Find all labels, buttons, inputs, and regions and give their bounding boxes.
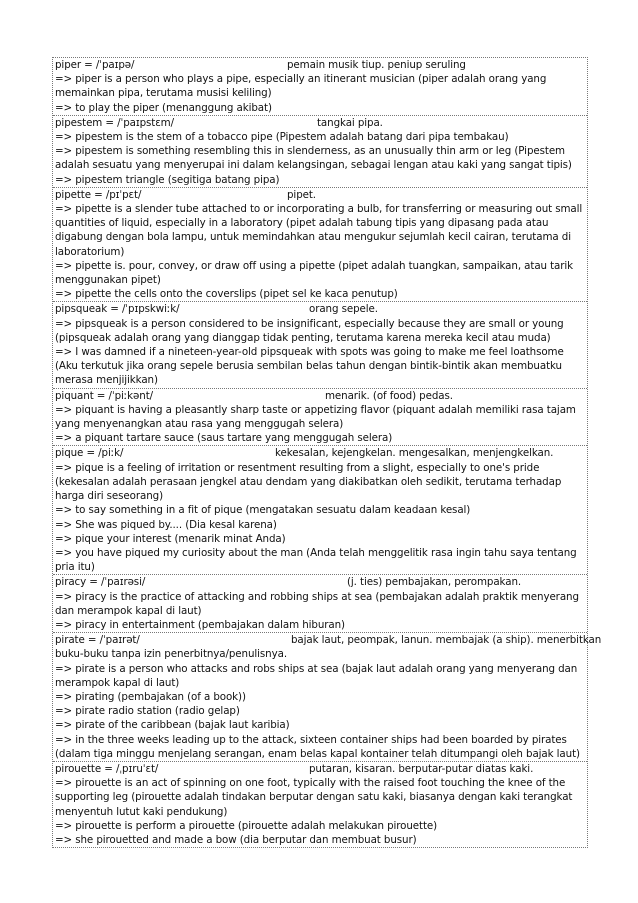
example-line: => pirating (pembajakan (of a book)) — [55, 690, 246, 703]
example-line: => pipette is a slender tube attached to or incorporating a bulb, for transferring or measuring out small quantities of liquid, especially in a laboratory (pipet adalah tabung tipis yang dipasang pada atau digabung dengan bola lampu, untuk memindahkan atau mengukur sejumlah kecil cairan, terutama di laboratorium) — [55, 203, 583, 258]
entry-head — [55, 633, 602, 647]
headword: pirate = /ˈpaɪrət/ — [55, 634, 140, 647]
entry-pipestem — [53, 116, 587, 188]
example-line: => pipestem is the stem of a tobacco pipe (Pipestem adalah batang dari pipa tembakau) — [55, 131, 509, 144]
example-line: => she pirouetted and made a bow (dia berputar dan membuat busur) — [55, 833, 417, 846]
entry-pirouette — [53, 762, 587, 847]
entry-head — [55, 188, 585, 202]
example-line: => to play the piper (menanggung akibat) — [55, 101, 272, 114]
example-line: => piracy is the practice of attacking and robbing ships at sea (pembajakan adalah praktik menyerang dan merampok kapal di laut) — [55, 590, 579, 617]
example-line: => a piquant tartare sauce (saus tartare yang menggugah selera) — [55, 432, 393, 445]
translation: tangkai pipa. — [317, 116, 383, 129]
example-line: => pipestem is something resembling this in slenderness, as an unusually thin arm or leg (Pipestem adalah sesuatu yang menyerupai ini dalam kelangsingan, sebagai lengan atau kaki yang sangat tipis) — [55, 145, 572, 172]
headword: piper = /ˈpaɪpə/ — [55, 59, 135, 71]
translation: pipet. — [287, 188, 316, 201]
example-line: => pirate is a person who attacks and robs ships at sea (bajak laut adalah orang yang menyerang dan merampok kapal di laut) — [55, 662, 578, 689]
example-line: => to say something in a fit of pique (mengatakan sesuatu dalam keadaan kesal) — [55, 504, 471, 517]
entry-pirate — [53, 633, 602, 762]
entry-pique — [53, 446, 587, 575]
example-line: => pirate radio station (radio gelap) — [55, 705, 240, 718]
dictionary-table — [52, 57, 602, 848]
entry-head — [55, 762, 585, 776]
example-line: => She was piqued by.... (Dia kesal karena) — [55, 518, 277, 531]
translation: menarik. (of food) pedas. — [325, 389, 453, 402]
example-line: => pique your interest (menarik minat Anda) — [55, 532, 286, 545]
entry-pipette — [53, 188, 587, 303]
example-line: => pipette is. pour, convey, or draw off using a pipette (pipet adalah tuangkan, sampaikan, atau tarik menggunakan pipet) — [55, 259, 574, 287]
headword: pique = /piːk/ — [55, 447, 124, 460]
example-line: => I was damned if a nineteen-year-old pipsqueak with spots was going to make me feel loathsome (Aku terkutuk jika orang sepele berusia sembilan belas tahun dengan bintik-bintik akan membuatku merasa menjijikkan) — [55, 346, 564, 387]
entry-head — [55, 389, 585, 403]
example-line: => pirate of the caribbean (bajak laut karibia) — [55, 719, 290, 732]
entry-head — [55, 302, 585, 316]
translation: orang sepele. — [309, 303, 378, 316]
example-line: => you have piqued my curiosity about the man (Anda telah menggelitik rasa ingin tahu saya tentang pria itu) — [55, 546, 577, 574]
translation: bajak laut, peompak, lanun. membajak (a ship). menerbitkan — [291, 634, 602, 647]
entry-piquant — [53, 389, 587, 447]
entry-pipsqueak — [53, 302, 587, 388]
example-line: buku-buku tanpa izin penerbitnya/penulisnya. — [55, 648, 287, 661]
headword: pipette = /pɪˈpɛt/ — [55, 188, 142, 201]
example-line: => piracy in entertainment (pembajakan dalam hiburan) — [55, 618, 345, 631]
headword: piracy = /ˈpaɪrəsi/ — [55, 576, 146, 589]
translation: kekesalan, kejengkelan. mengesalkan, menjengkelkan. — [275, 447, 554, 460]
entry-head — [55, 575, 585, 589]
example-line: => pique is a feeling of irritation or resentment resulting from a slight, especially to one's pride (kekesalan adalah perasaan jengkel atau dendam yang diakibatkan oleh sedikit, terutama terhadap harga diri seseorang) — [55, 461, 562, 503]
entry-head — [55, 116, 585, 130]
entry-head — [55, 58, 585, 72]
translation: (j. ties) pembajakan, perompakan. — [347, 576, 522, 589]
example-line: => pirouette is perform a pirouette (pirouette adalah melakukan pirouette) — [55, 819, 438, 832]
example-line: => in the three weeks leading up to the attack, sixteen container ships had been boarded by pirates (dalam tiga minggu menjelang serangan, enam belas kapal kontainer telah ditumpangi oleh bajak laut) — [55, 733, 580, 760]
example-line: => pirouette is an act of spinning on one foot, typically with the raised foot touching the knee of the supporting leg (pirouette adalah tindakan berputar dengan satu kaki, biasanya dengan kaki terangkat menyentuh lutut kaki pendukung) — [55, 777, 573, 818]
example-line: => pipsqueak is a person considered to be insignificant, especially because they are small or young (pipsqueak adalah orang yang dianggap tidak penting, terutama karena mereka kecil atau muda) — [55, 317, 564, 344]
example-line: => piquant is having a pleasantly sharp taste or appetizing flavor (piquant adalah memiliki rasa tajam yang menyenangkan atau rasa yang menggugah selera) — [55, 403, 576, 431]
example-line: => piper is a person who plays a pipe, especially an itinerant musician (piper adalah orang yang memainkan pipa, terutama musisi keliling) — [55, 73, 547, 100]
entry-piracy — [53, 575, 587, 633]
translation: pemain musik tiup. peniup seruling — [287, 59, 466, 71]
entry-piper — [53, 58, 587, 116]
headword: piquant = /ˈpiːkənt/ — [55, 389, 154, 402]
entry-head — [55, 446, 585, 460]
headword: pipsqueak = /ˈpɪpskwiːk/ — [55, 303, 180, 316]
headword: pirouette = /ˌpɪruˈɛt/ — [55, 762, 159, 775]
headword: pipestem = /ˈpaɪpstɛm/ — [55, 116, 174, 129]
translation: putaran, kisaran. berputar-putar diatas kaki. — [309, 762, 534, 775]
example-line: => pipette the cells onto the coverslips (pipet sel ke kaca penutup) — [55, 288, 398, 301]
example-line: => pipestem triangle (segitiga batang pipa) — [55, 173, 280, 186]
